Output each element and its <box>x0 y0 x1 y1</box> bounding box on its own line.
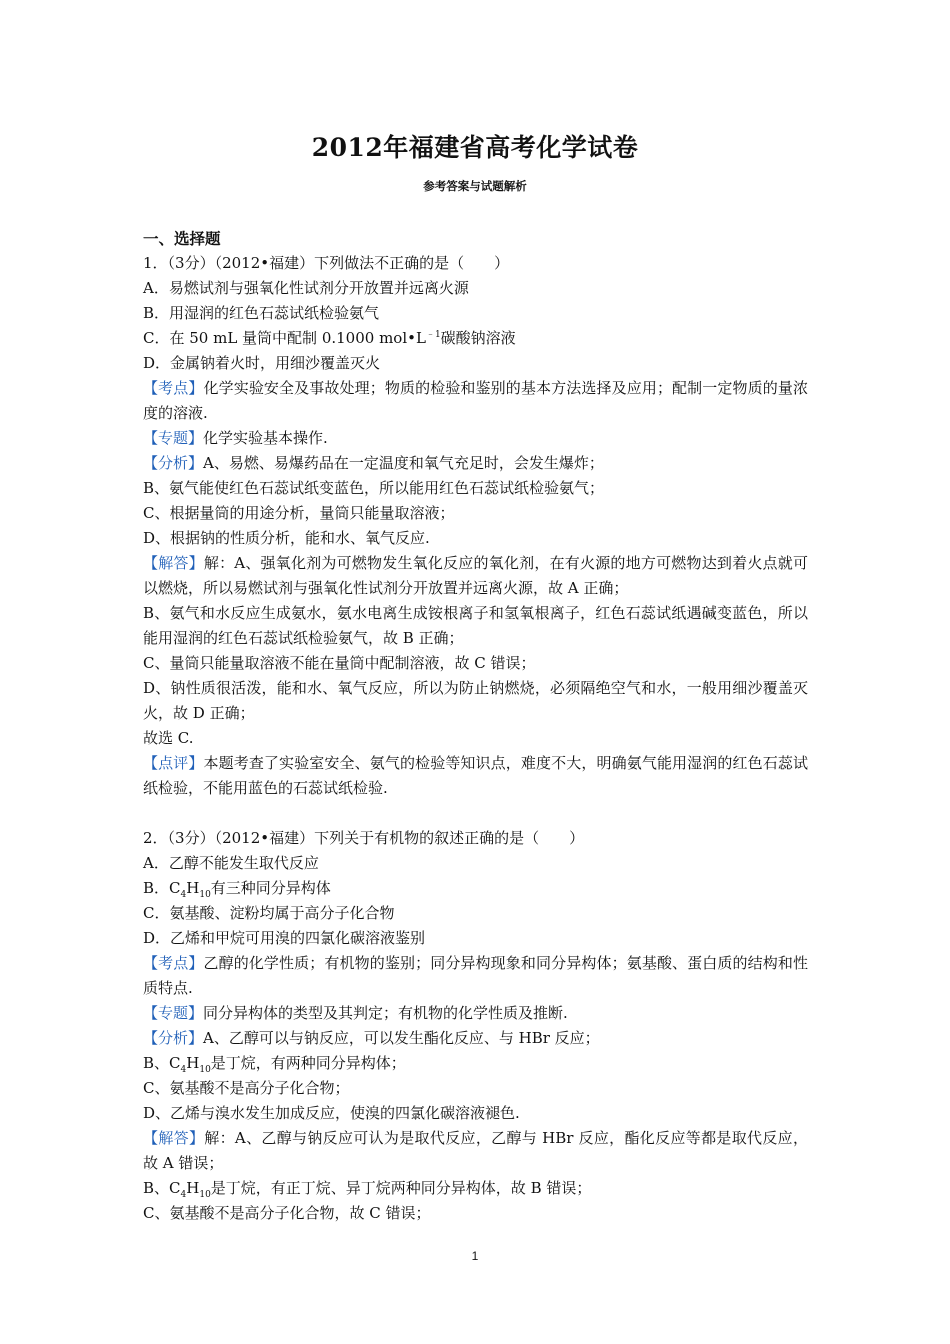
dianping-tag: 【点评】 <box>143 754 204 772</box>
q2-fenxi-2-sub4: 4 <box>180 1065 187 1075</box>
q1-fenxi <box>143 451 808 476</box>
section-heading: 一、选择题 <box>143 229 221 248</box>
q2-option-d: D．乙烯和甲烷可用溴的四氯化碳溶液鉴别 <box>143 929 426 947</box>
q2-jieda-2-text: 是丁烷，有正丁烷、异丁烷两种同分异构体，故 B 错误； <box>210 1179 592 1197</box>
q2-fenxi-2-sub10: 10 <box>199 1065 211 1075</box>
zhuanti-tag: 【专题】 <box>143 429 204 447</box>
jieda-tag: 【解答】 <box>143 1129 205 1147</box>
q2-kaodian-text: 乙醇的化学性质；有机物的鉴别；同分异构现象和同分异构体；氨基酸、蛋白质的结构和性质特点. <box>143 954 808 997</box>
q2-jieda <box>143 1126 808 1176</box>
q1-dianping <box>143 751 808 801</box>
q1-zhuanti-text: 化学实验基本操作. <box>203 429 328 447</box>
q2-jieda-2-sub10: 10 <box>199 1190 211 1200</box>
q1-option-c-suffix: 碳酸钠溶液 <box>440 329 516 347</box>
question-spacer <box>143 801 808 826</box>
q1-stem: 1．（3分）（2012•福建）下列做法不正确的是（ ） <box>143 254 510 272</box>
q2-option-b-sub4: 4 <box>180 890 187 900</box>
q2-fenxi-line-4: D、乙烯与溴水发生加成反应，使溴的四氯化碳溶液褪色. <box>143 1104 520 1122</box>
question-2 <box>143 826 808 1226</box>
page-subtitle: 参考答案与试题解析 <box>423 179 527 193</box>
q1-zhuanti <box>143 426 808 451</box>
q2-jieda-2-prefix: B、C <box>143 1179 181 1197</box>
q1-fenxi-line-3: C、根据量筒的用途分析，量筒只能量取溶液； <box>143 504 455 522</box>
fenxi-tag: 【分析】 <box>143 1029 204 1047</box>
q2-option-b <box>143 876 808 901</box>
q2-zhuanti <box>143 1001 808 1026</box>
q1-jieda <box>143 551 808 601</box>
q2-jieda-line-3: C、氨基酸不是高分子化合物，故 C 错误； <box>143 1204 431 1222</box>
question-1 <box>143 251 808 801</box>
q2-option-b-sub10: 10 <box>199 890 211 900</box>
q1-fenxi-line-4: D、根据钠的性质分析，能和水、氧气反应. <box>143 529 430 547</box>
q2-fenxi-line-2 <box>143 1051 808 1076</box>
q2-jieda-2-sub4: 4 <box>180 1190 187 1200</box>
q1-kaodian-text: 化学实验安全及事故处理；物质的检验和鉴别的基本方法选择及应用；配制一定物质的量浓度的溶液. <box>143 379 808 422</box>
q1-jieda-line-3: C、量筒只能量取溶液不能在量筒中配制溶液，故 C 错误； <box>143 654 536 672</box>
kaodian-tag: 【考点】 <box>143 954 204 972</box>
q1-option-b: B．用湿润的红色石蕊试纸检验氨气 <box>143 304 380 322</box>
page-title: 2012年福建省高考化学试卷 <box>311 133 639 162</box>
q1-jieda-line-2: B、氨气和水反应生成氨水，氨水电离生成铵根离子和氢氧根离子，红色石蕊试纸遇碱变蓝色，所以能用湿润的红色石蕊试纸检验氨气，故 B 正确； <box>143 604 808 647</box>
q2-jieda-text-1: 解：A、乙醇与钠反应可认为是取代反应，乙醇与 HBr 反应，酯化反应等都是取代反应，故 A 错误； <box>143 1129 808 1172</box>
q2-kaodian <box>143 951 808 1001</box>
q1-jieda-line-5: 故选 C. <box>143 729 194 747</box>
q2-option-b-prefix: B．C <box>143 879 181 897</box>
fenxi-tag: 【分析】 <box>143 454 204 472</box>
q2-zhuanti-text: 同分异构体的类型及其判定；有机物的化学性质及推断. <box>203 1004 568 1022</box>
q2-option-c: C．氨基酸、淀粉均属于高分子化合物 <box>143 904 395 922</box>
q2-fenxi-text-1: A、乙醇可以与钠反应，可以发生酯化反应、与 HBr 反应； <box>203 1029 600 1047</box>
q1-option-a: A．易燃试剂与强氧化性试剂分开放置并远离火源 <box>143 279 469 297</box>
q1-option-d: D．金属钠着火时，用细沙覆盖灭火 <box>143 354 381 372</box>
document-body <box>143 226 808 1226</box>
q1-dianping-text: 本题考查了实验室安全、氨气的检验等知识点，难度不大，明确氨气能用湿润的红色石蕊试纸检验，不能用蓝色的石蕊试纸检验. <box>143 754 808 797</box>
q2-option-a: A．乙醇不能发生取代反应 <box>143 854 319 872</box>
q2-fenxi <box>143 1026 808 1051</box>
q2-stem: 2．（3分）（2012•福建）下列关于有机物的叙述正确的是（ ） <box>143 829 585 847</box>
q1-jieda-line-4: D、钠性质很活泼，能和水、氧气反应，所以为防止钠燃烧，必须隔绝空气和水，一般用细沙覆盖灭火，故 D 正确； <box>143 679 808 722</box>
q1-fenxi-line-2: B、氨气能使红色石蕊试纸变蓝色，所以能用红色石蕊试纸检验氨气； <box>143 479 605 497</box>
q1-option-c-exponent: ﹣1 <box>425 330 441 340</box>
q2-fenxi-2-text: 是丁烷，有两种同分异构体； <box>210 1054 406 1072</box>
q2-option-b-text: 有三种同分异构体 <box>210 879 331 897</box>
kaodian-tag: 【考点】 <box>143 379 204 397</box>
q1-fenxi-text-1: A、易燃、易爆药品在一定温度和氧气充足时，会发生爆炸； <box>203 454 604 472</box>
q1-option-c-text: C．在 50 mL 量筒中配制 0.1000 mol•L <box>143 329 426 347</box>
q2-jieda-line-2 <box>143 1176 808 1201</box>
q1-kaodian <box>143 376 808 426</box>
q2-jieda-2-h: H <box>186 1179 200 1197</box>
page-number: 1 <box>471 1249 479 1263</box>
q2-fenxi-2-prefix: B、C <box>143 1054 181 1072</box>
q2-option-b-h: H <box>186 879 200 897</box>
q2-fenxi-2-h: H <box>186 1054 200 1072</box>
q1-jieda-text-1: 解：A、强氧化剂为可燃物发生氧化反应的氧化剂，在有火源的地方可燃物达到着火点就可以燃烧，所以易燃试剂与强氧化性试剂分开放置并远离火源，故 A 正确； <box>143 554 808 597</box>
jieda-tag: 【解答】 <box>143 554 204 572</box>
q2-fenxi-line-3: C、氨基酸不是高分子化合物； <box>143 1079 350 1097</box>
zhuanti-tag: 【专题】 <box>143 1004 204 1022</box>
q1-option-c <box>143 326 808 351</box>
